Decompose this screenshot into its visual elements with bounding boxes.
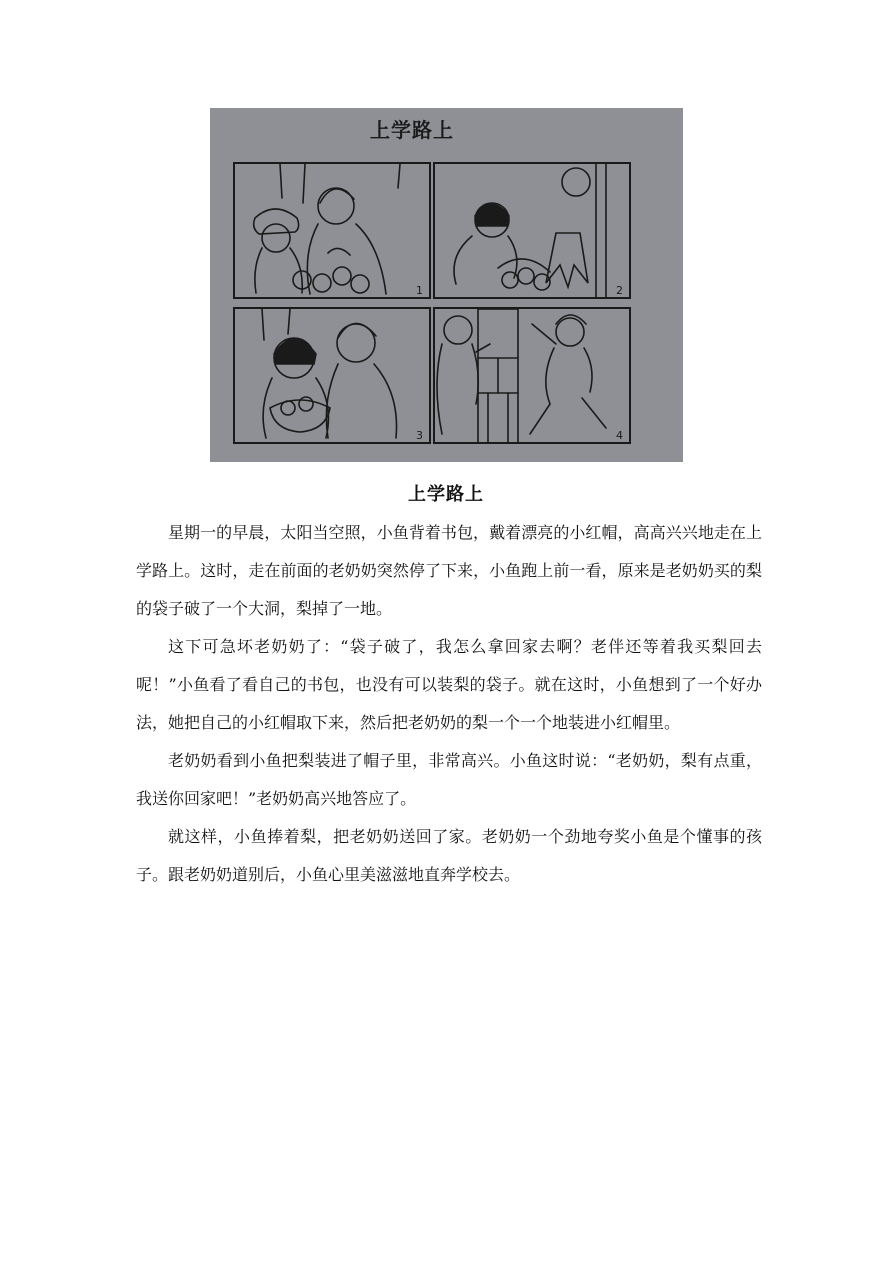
document-title: 上学路上 [408, 484, 484, 505]
illustration-title: 上学路上 [370, 118, 454, 142]
story-body [136, 514, 762, 894]
panel-number-2: 2 [616, 284, 623, 297]
story-paragraph: 这下可急坏老奶奶了：“袋子破了，我怎么拿回家去啊？老伴还等着我买梨回去呢！”小鱼看了看自己的书包，也没有可以装梨的袋子。就在这时，小鱼想到了一个好办法，她把自己的小红帽取下来，然后把老奶奶的梨一个一个地装进小红帽里。 [136, 637, 762, 732]
panel-2-frame [434, 163, 630, 298]
panel-4-frame [434, 308, 630, 443]
story-paragraph: 就这样，小鱼捧着梨，把老奶奶送回了家。老奶奶一个劲地夸奖小鱼是个懂事的孩子。跟老奶奶道别后，小鱼心里美滋滋地直奔学校去。 [136, 827, 762, 884]
panel-4-drawing [437, 309, 606, 443]
panel-2-drawing [454, 164, 606, 298]
panel-3-drawing [262, 309, 397, 438]
panel-number-3: 3 [416, 429, 423, 442]
comic-panels [210, 108, 683, 462]
panel-number-1: 1 [416, 284, 423, 297]
story-paragraph: 老奶奶看到小鱼把梨装进了帽子里，非常高兴。小鱼这时说：“老奶奶，梨有点重，我送你回家吧！”老奶奶高兴地答应了。 [136, 751, 762, 808]
panel-1-drawing [254, 164, 400, 294]
story-paragraph: 星期一的早晨，太阳当空照，小鱼背着书包，戴着漂亮的小红帽，高高兴兴地走在上学路上。这时，走在前面的老奶奶突然停了下来，小鱼跑上前一看，原来是老奶奶买的梨的袋子破了一个大洞，梨掉了一地。 [136, 523, 762, 618]
comic-illustration-photo [210, 108, 683, 462]
panel-number-4: 4 [616, 429, 623, 442]
